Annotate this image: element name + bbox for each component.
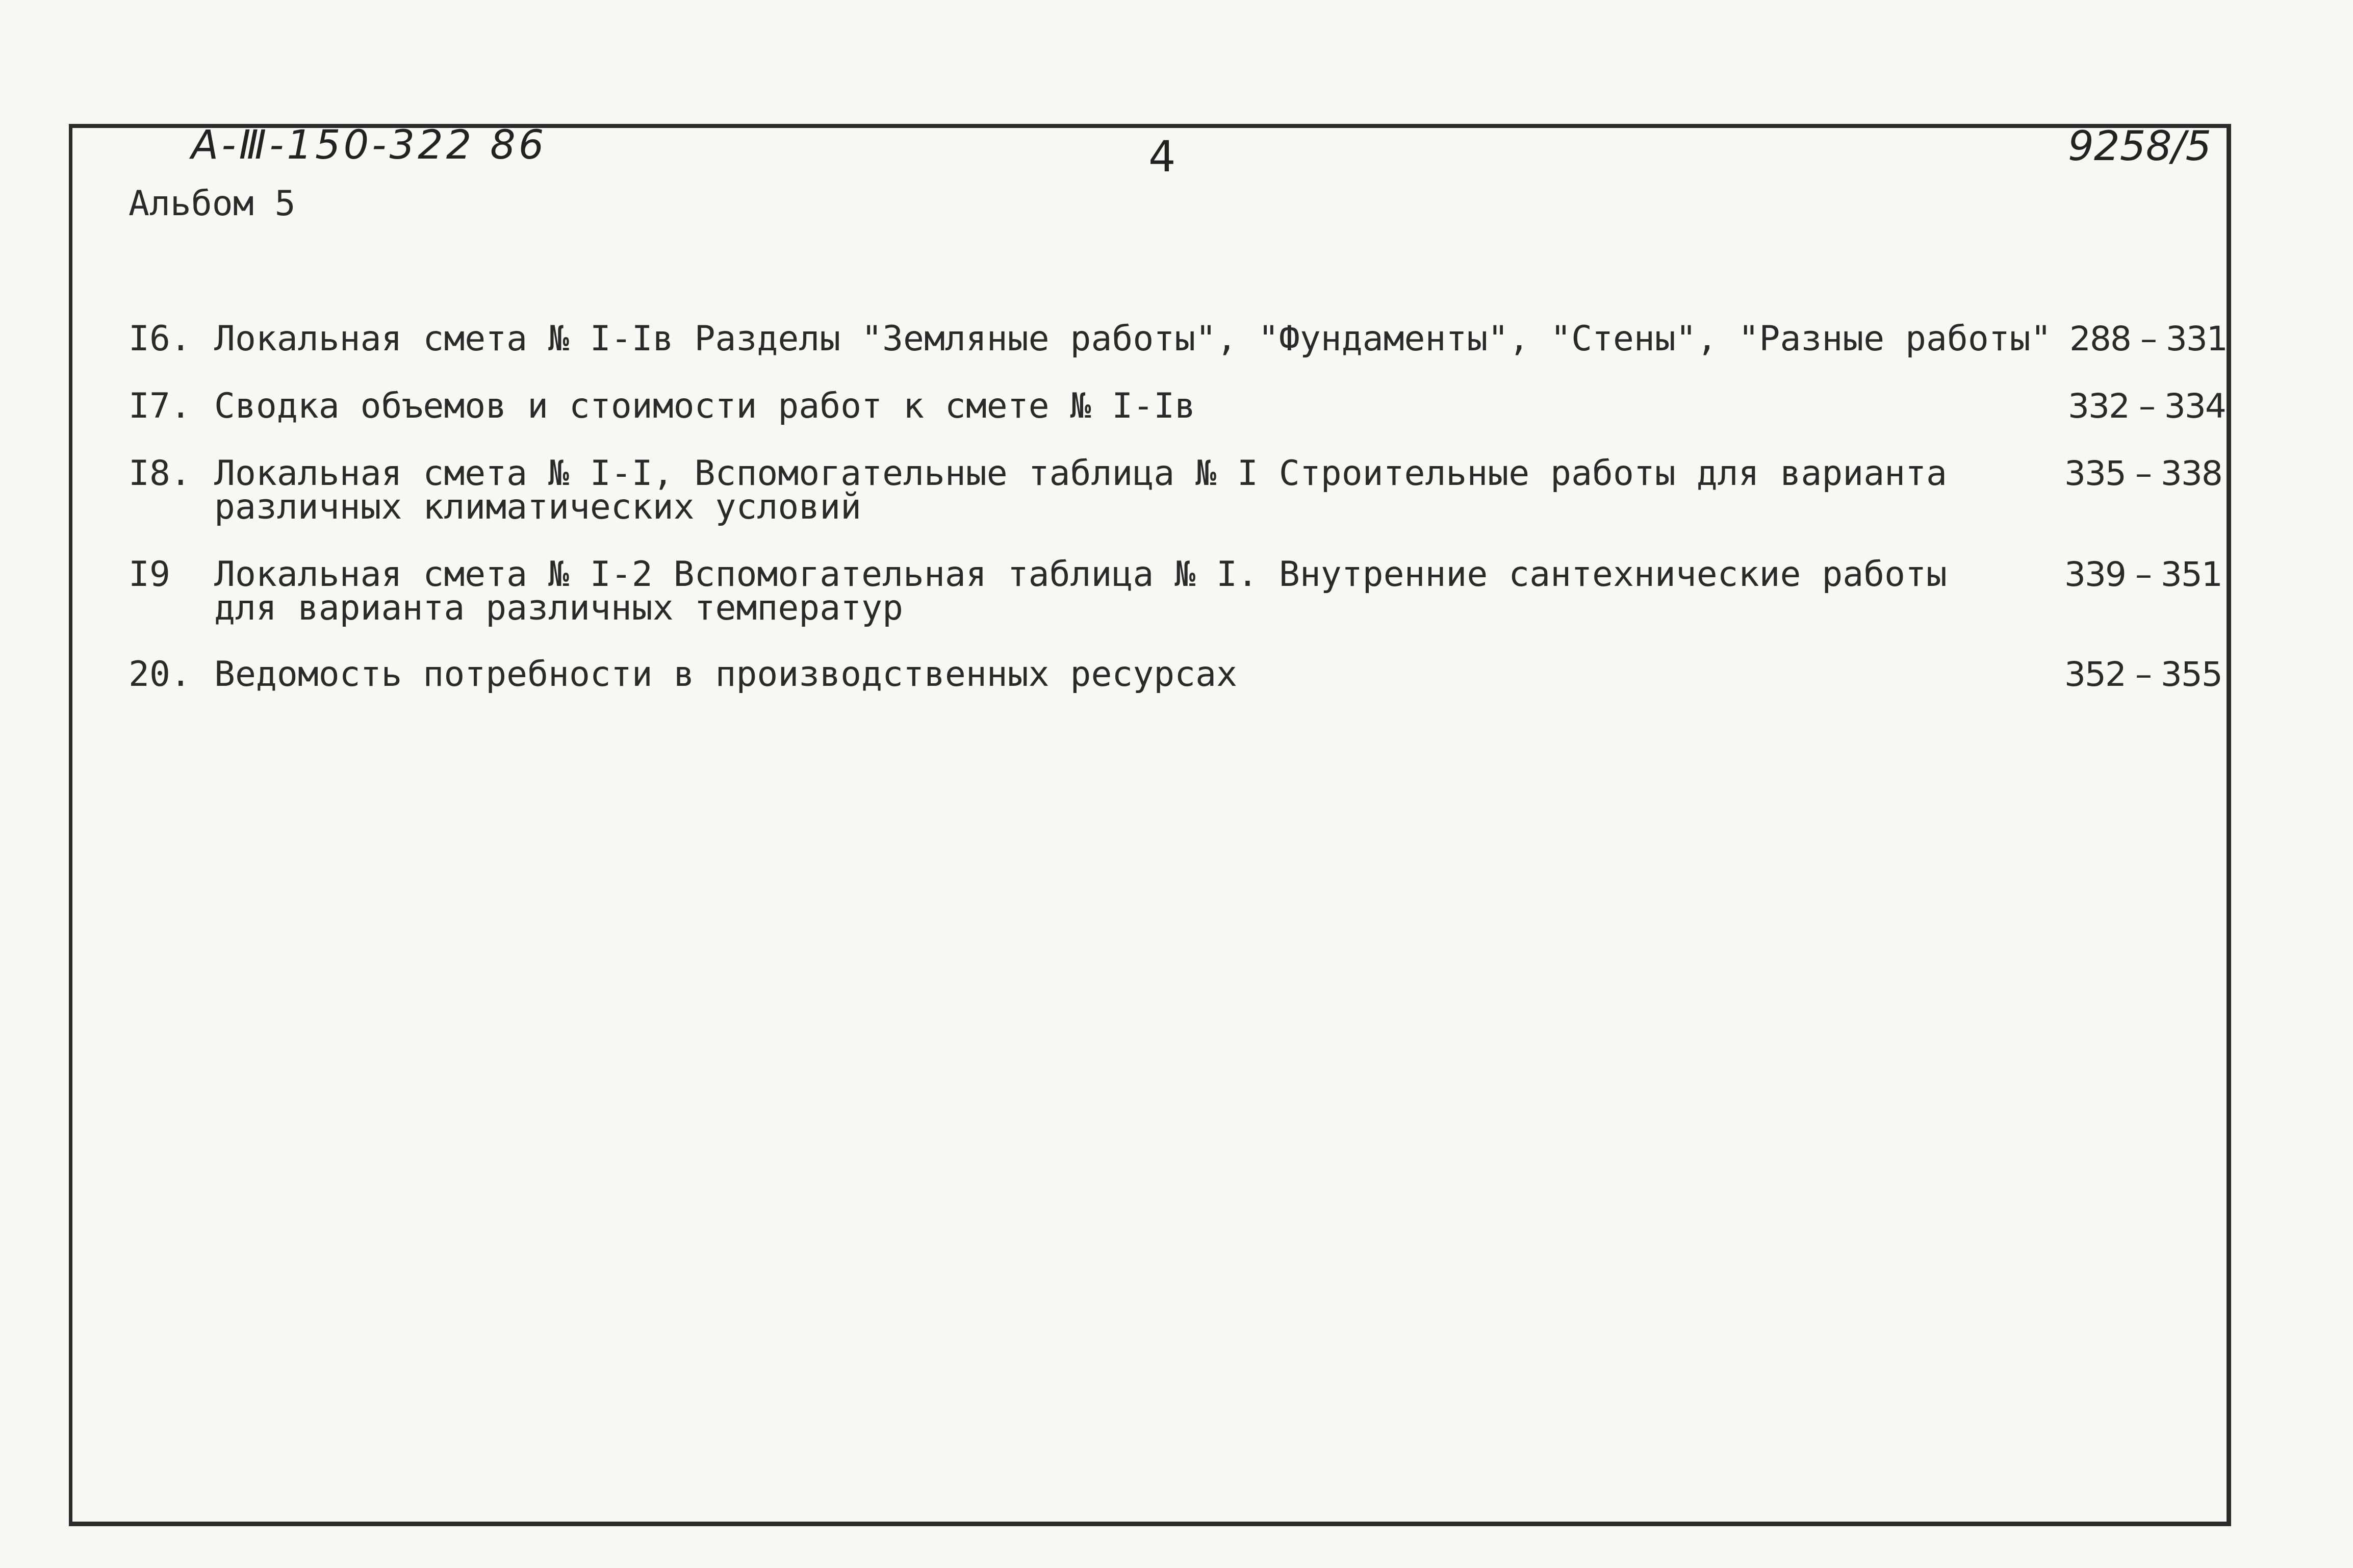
entry-pages: 332 – 334 [2068, 387, 2226, 426]
document-code: А-Ⅲ-150-322 86 [191, 122, 547, 168]
entry-pages: 288 – 331 [2069, 319, 2227, 358]
entry-title [214, 654, 1238, 695]
entry-title [214, 554, 1947, 628]
entry-title-line: различных климатических условий [214, 487, 862, 527]
entry-number: I8. [129, 453, 191, 494]
entry-pages: 352 – 355 [2064, 655, 2222, 694]
entry-title-line: Локальная смета № I-Iв Разделы "Земляные работы", "Фундаменты", "Стены", "Разные работы" [214, 319, 2052, 359]
entry-title-line: Локальная смета № I-I, Вспомогательные таблица № I Строительные работы для варианта [214, 453, 1947, 494]
entry-title-line: Сводка объемов и стоимости работ к смете № I-Iв [214, 386, 1196, 426]
entry-number: I6. [129, 319, 191, 359]
entry-title [214, 453, 1947, 527]
sheet-code: 9258/5 [2068, 122, 2212, 170]
album-title: Альбом 5 [129, 184, 296, 224]
entry-title-line: Ведомость потребности в производственных ресурсах [214, 654, 1238, 695]
entry-title-line: Локальная смета № I-2 Вспомогательная таблица № I. Внутренние сантехнические работы [214, 554, 1947, 595]
entry-number: I7. [129, 386, 191, 426]
entry-title-line: для варианта различных температур [214, 588, 904, 628]
entry-pages: 335 – 338 [2064, 454, 2222, 493]
entry-pages: 339 – 351 [2064, 555, 2222, 594]
entry-title [214, 386, 1196, 426]
page-number: 4 [1148, 132, 1176, 182]
entry-number: 20. [129, 654, 191, 695]
entry-number: I9 [129, 554, 170, 595]
entry-title [214, 319, 2052, 359]
